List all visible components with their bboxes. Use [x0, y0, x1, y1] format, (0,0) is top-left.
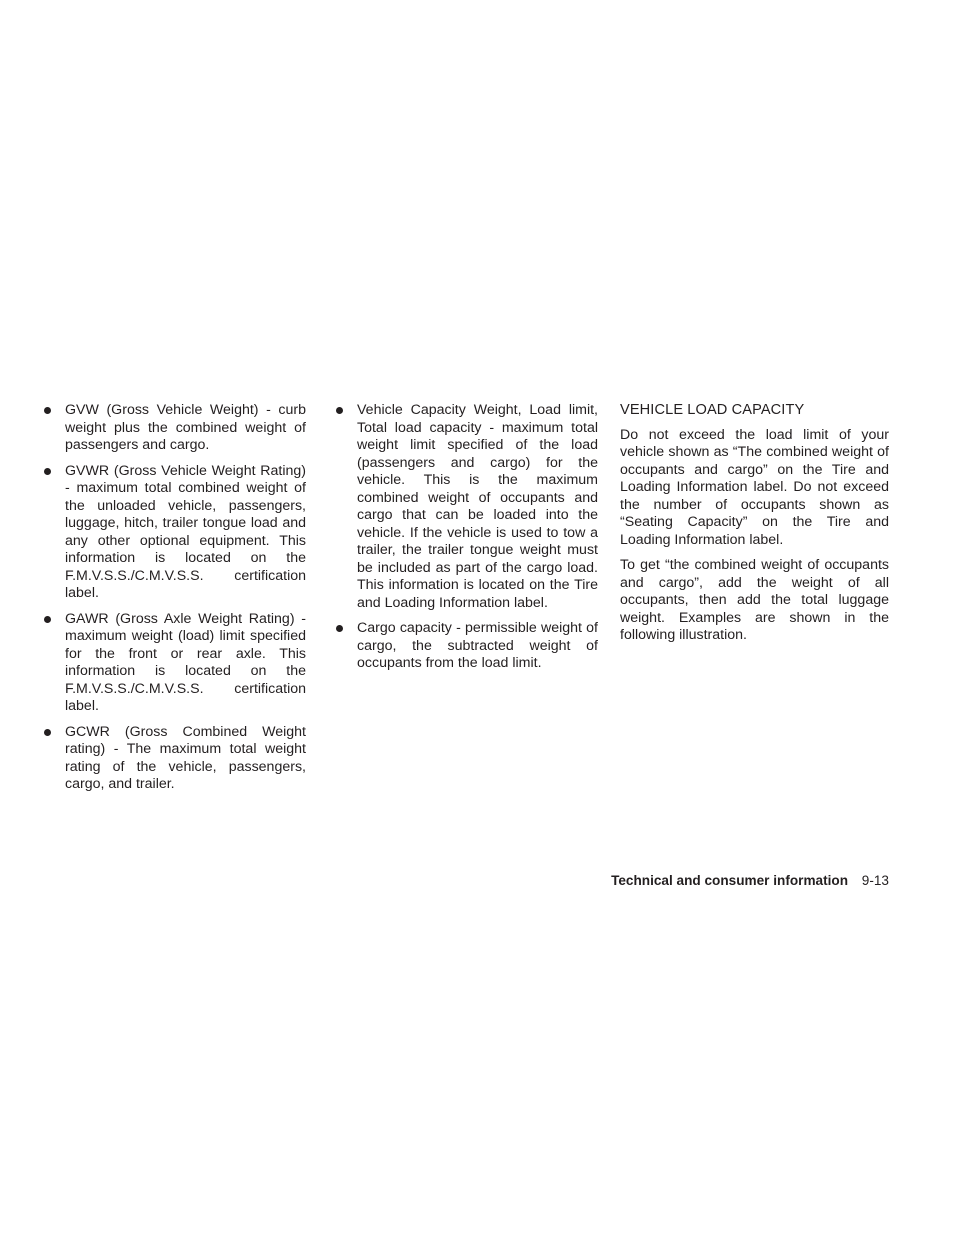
page-footer: [611, 872, 889, 889]
list-item-gawr: GAWR (Gross Axle Weight Rating) - maximum weight (load) limit specified for the front or rear axle. This information is located on the F.M.V.S.S./C.M.V.S.S. certification label.: [42, 611, 306, 716]
middle-column: [334, 402, 598, 681]
list-item-gvwr: GVWR (Gross Vehicle Weight Rating) - maximum total combined weight of the unloaded vehicle, passengers, luggage, hitch, trailer tongue load and any other optional equipment. This information is located on the F.M.V.S.S./C.M.V.S.S. certification label.: [42, 463, 306, 603]
right-column: [620, 402, 889, 653]
paragraph-combined-weight: To get “the combined weight of occupants and cargo”, add the weight of all occupants, then add the total luggage weight. Examples are shown in the following illustration.: [620, 557, 889, 643]
page-number: 9-13: [861, 873, 889, 888]
list-item-gvw: GVW (Gross Vehicle Weight) - curb weight plus the combined weight of passengers and cargo.: [42, 402, 306, 455]
definitions-list-2: [334, 402, 598, 673]
list-item-gcwr: GCWR (Gross Combined Weight rating) - The maximum total weight rating of the vehicle, passengers, cargo, and trailer.: [42, 724, 306, 794]
paragraph-load-limit: Do not exceed the load limit of your vehicle shown as “The combined weight of occupants and cargo” on the Tire and Loading Information label. Do not exceed the number of occupants shown as “Seating Capacity” on the Tire and Loading Information label.: [620, 426, 889, 548]
list-item-vehicle-capacity-weight: Vehicle Capacity Weight, Load limit, Total load capacity - maximum total weight limit specified of the load (passengers and cargo) for the vehicle. This is the maximum combined weight of occupants and cargo that can be loaded into the vehicle. If the vehicle is used to tow a trailer, the trailer tongue weight must be included as part of the cargo load. This information is located on the Tire and Loading Information label.: [334, 402, 598, 612]
left-column: [42, 402, 306, 802]
definitions-list-1: [42, 402, 306, 794]
list-item-cargo-capacity: Cargo capacity - permissible weight of cargo, the subtracted weight of occupants from the load limit.: [334, 620, 598, 673]
section-heading: VEHICLE LOAD CAPACITY: [620, 402, 805, 418]
footer-section-title: Technical and consumer information: [611, 873, 848, 888]
